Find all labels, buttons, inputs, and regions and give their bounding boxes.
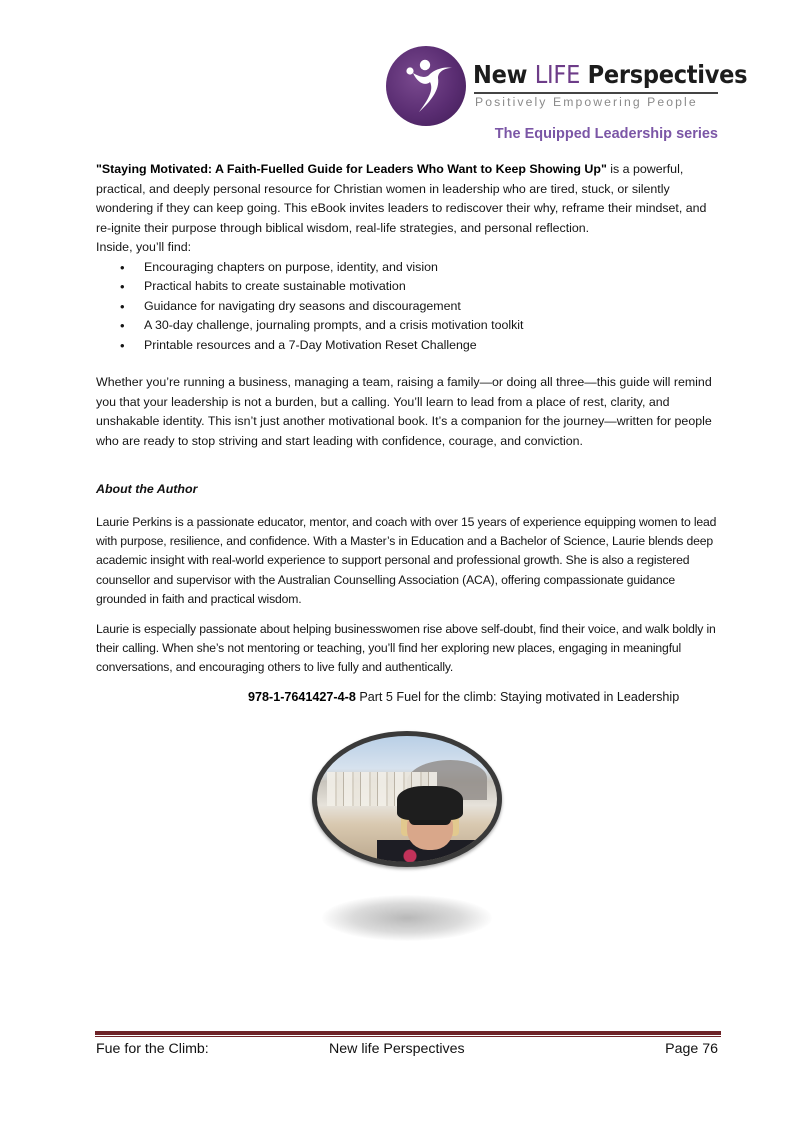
brand-name-highlight: LIFE <box>534 60 581 89</box>
brand-name-part2: Perspectives <box>580 60 748 89</box>
page-number: Page 76 <box>665 1041 718 1057</box>
intro-body: is a powerful, practical, and deeply personal resource for Christian women in leadership who are tired, stuck, or silently wondering if they can keep going. This eBook invites leaders to rediscover their why, reframe their mindset, and re-ignite their purpose through biblical wisdom, real-life strategies, and personal reflection. <box>96 162 707 235</box>
isbn-number: 978-1-7641427-4-8 <box>248 690 356 704</box>
about-heading: About the Author <box>96 482 198 496</box>
list-item: • Practical habits to create sustainable motivation <box>120 277 720 297</box>
list-item: • Guidance for navigating dry seasons and discouragement <box>120 297 720 317</box>
closing-paragraph: Whether you’re running a business, managing a team, raising a family—or doing all three—this guide will remind you that your leadership is not a burden, but a calling. You’ll learn to lead from a place of rest, clarity, and unshakable identity. This isn’t just another motivational book. It’s a companion for the journey—written for people who are ready to stop striving and start leading with confidence, courage, and conviction. <box>96 375 712 448</box>
series-title: The Equipped Leadership series <box>494 126 718 142</box>
brand-tagline: Positively Empowering People <box>475 95 698 109</box>
list-item: • Printable resources and a 7-Day Motivation Reset Challenge <box>120 336 720 356</box>
book-title: "Staying Motivated: A Faith-Fuelled Guide for Leaders Who Want to Keep Showing Up" <box>96 162 607 176</box>
author-bio-paragraph: Laurie Perkins is a passionate educator, mentor, and coach with over 15 years of experience equipping women to lead with purpose, resilience, and confidence. With a Master’s in Education and a Bachelor of Science, Laurie blends deep academic insight with real-world experience to support personal and professional growth. She is also a registered counsellor and supervisor with the Australian Counselling Association (ACA), offering compassionate guidance grounded in faith and practical wisdom. <box>96 515 717 606</box>
book-description <box>96 160 720 355</box>
photo-hat <box>397 786 463 820</box>
footer-book-title: Fue for the Climb: <box>96 1041 209 1057</box>
brand-logo <box>386 46 748 128</box>
footer-rule <box>95 1031 721 1035</box>
list-item: • A 30-day challenge, journaling prompts, and a crisis motivation toolkit <box>120 316 720 336</box>
feature-list <box>96 258 720 356</box>
author-photo <box>317 736 497 862</box>
author-bio-paragraph: Laurie is especially passionate about helping businesswomen rise above self-doubt, find their voice, and walk boldly in their calling. When she’s not mentoring or teaching, you’ll find her exploring new places, engaging in meaningful conversations, and encouraging others to live fully and authentically. <box>96 622 716 675</box>
list-intro: Inside, you’ll find: <box>96 240 192 254</box>
brand-divider <box>474 92 718 94</box>
footer-rule-thin <box>95 1036 721 1037</box>
list-item: • Encouraging chapters on purpose, identity, and vision <box>120 258 720 278</box>
photo-shadow <box>322 895 492 941</box>
intro-paragraph <box>96 160 720 238</box>
heart-figure-icon <box>386 46 466 126</box>
isbn-line <box>248 690 679 704</box>
footer-publisher: New life Perspectives <box>329 1041 465 1057</box>
brand-name <box>473 60 747 89</box>
brand-name-part1: New <box>473 60 535 89</box>
author-photo-frame <box>312 731 502 867</box>
isbn-caption: Part 5 Fuel for the climb: Staying motivated in Leadership <box>355 690 680 704</box>
